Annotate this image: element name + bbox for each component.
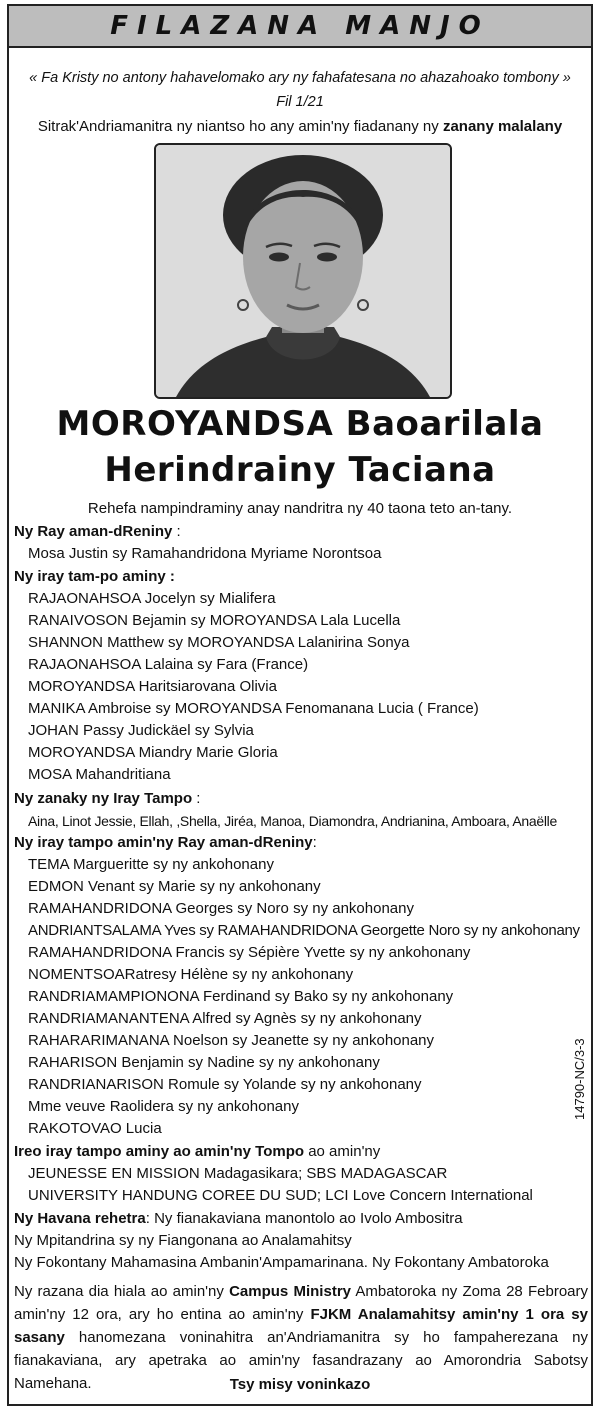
portrait-photo xyxy=(154,143,452,399)
funeral-bold-1: Campus Ministry xyxy=(229,1283,351,1300)
relatives-suffix: : xyxy=(312,834,317,851)
announcement-bold: zanany malalany xyxy=(442,118,563,135)
nephews-suffix: : xyxy=(192,790,201,807)
list-item: RAKOTOVAO Lucia xyxy=(28,1120,162,1137)
nephews-heading: Ny zanaky ny Iray Tampo xyxy=(14,790,193,807)
list-item: RANDRIANARISON Romule sy Yolande sy ny ankohonany xyxy=(28,1076,422,1093)
list-item: TEMA Margueritte sy ny ankohonany xyxy=(28,856,274,873)
community-line: Ny Mpitandrina sy ny Fiangonana ao Analamahitsy xyxy=(14,1232,352,1249)
list-item: Mme veuve Raolidera sy ny ankohonany xyxy=(28,1098,299,1115)
siblings-heading-line xyxy=(14,568,175,586)
list-item: RAMAHANDRIDONA Georges sy Noro sy ny ankohonany xyxy=(28,900,414,917)
parents-heading: Ny Ray aman-dReniny xyxy=(14,523,173,540)
bible-quote: « Fa Kristy no antony hahavelomako ary ny fahafatesana no ahazahoako tombony » xyxy=(29,70,571,86)
announcement-text: Sitrak'Andriamanitra ny niantso ho any amin'ny fiadanany ny xyxy=(37,118,443,135)
siblings-suffix: : xyxy=(165,568,175,585)
list-item: Aina, Linot Jessie, Ellah, ,Shella, Jiréa, Manoa, Diamondra, Andrianina, Amboara, Anaëlle xyxy=(28,813,557,829)
list-item: JOHAN Passy Judickäel sy Sylvia xyxy=(28,722,254,739)
list-item: RAHARARIMANANA Noelson sy Jeanette sy ny ankohonany xyxy=(28,1032,435,1049)
funeral-text-1: Ny razana dia hiala ao amin'ny xyxy=(14,1283,230,1300)
list-item: NOMENTSOARatresy Hélène sy ny ankohonany xyxy=(28,966,354,983)
funeral-text-2: Ambatoroka ny Zoma 28 Febroary amin'ny 12 ora, ary ho entina ao amin'ny xyxy=(14,1283,588,1323)
community-heading: Ny Havana rehetra xyxy=(14,1210,146,1227)
spiritual-heading-line xyxy=(14,1143,380,1161)
list-item: MOROYANDSA Miandry Marie Gloria xyxy=(28,744,278,761)
relatives-heading: Ny iray tampo amin'ny Ray aman-dReniny xyxy=(14,834,313,851)
relatives-heading-line xyxy=(14,834,317,852)
list-item: RAMAHANDRIDONA Francis sy Sépière Yvette sy ny ankohonany xyxy=(28,944,471,961)
verse-reference: Fil 1/21 xyxy=(276,94,324,110)
list-item: RAJAONAHSOA Lalaina sy Fara (France) xyxy=(28,656,309,673)
nephews-heading-line xyxy=(14,790,200,808)
spiritual-heading: Ireo iray tampo aminy ao amin'ny Tompo xyxy=(14,1143,305,1160)
header-banner xyxy=(7,4,593,48)
side-reference: 14790-NC/3-3 xyxy=(572,1038,587,1120)
funeral-text-3: hanomezana voninahitra an'Andriamanitra sy ho fampaherezana ny fianakaviana, ary apetraka ao amin'ny fasandrazany ao Amorondria Sabotsy Namehana. xyxy=(14,1329,588,1392)
siblings-heading: Ny iray tam-po aminy xyxy=(14,568,166,585)
list-item: MOROYANDSA Haritsiarovana Olivia xyxy=(28,678,277,695)
closing-note: Tsy misy voninkazo xyxy=(229,1376,371,1393)
list-item: SHANNON Matthew sy MOROYANDSA Lalanirina Sonya xyxy=(28,634,410,651)
list-item: EDMON Venant sy Marie sy ny ankohonany xyxy=(28,878,321,895)
community-line: Ny Fokontany Mahamasina Ambanin'Ampamarinana. Ny Fokontany Ambatoroka xyxy=(14,1254,549,1271)
intro-text: Rehefa nampindraminy anay nandritra ny 40 taona teto an-tany. xyxy=(87,500,513,517)
list-item: JEUNESSE EN MISSION Madagasikara; SBS MADAGASCAR xyxy=(28,1165,448,1182)
deceased-name-line2: Herindrainy Taciana xyxy=(104,450,496,490)
spiritual-suffix: ao amin'ny xyxy=(304,1143,381,1160)
funeral-bold-2: FJKM Analamahitsy amin'ny 1 ora sy sasany xyxy=(14,1306,588,1346)
list-item: Mosa Justin sy Ramahandridona Myriame Norontsoa xyxy=(28,545,382,562)
list-item: UNIVERSITY HANDUNG COREE DU SUD; LCI Love Concern International xyxy=(28,1187,533,1204)
deceased-name-line1: MOROYANDSA Baoarilala xyxy=(56,404,544,444)
list-item: RAJAONAHSOA Jocelyn sy Mialifera xyxy=(28,590,276,607)
header-title: FILAZANA MANJO xyxy=(110,11,490,41)
list-item: MANIKA Ambroise sy MOROYANDSA Fenomanana Lucia ( France) xyxy=(28,700,479,717)
announcement-line xyxy=(10,118,590,135)
list-item: RANDRIAMAMPIONONA Ferdinand sy Bako sy ny ankohonany xyxy=(28,988,454,1005)
parents-suffix: : xyxy=(172,523,181,540)
list-item: MOSA Mahandritiana xyxy=(28,766,171,783)
community-heading-line xyxy=(14,1210,463,1228)
list-item: RANDRIAMANANTENA Alfred sy Agnès sy ny ankohonany xyxy=(28,1010,422,1027)
community-rest: : Ny fianakaviana manontolo ao Ivolo Ambositra xyxy=(145,1210,463,1227)
list-item: ANDRIANTSALAMA Yves sy RAMAHANDRIDONA Georgette Noro sy ny ankohonany xyxy=(28,922,580,939)
parents-heading-line xyxy=(14,523,181,541)
portrait-illustration xyxy=(156,145,450,397)
list-item: RAHARISON Benjamin sy Nadine sy ny ankohonany xyxy=(28,1054,380,1071)
list-item: RANAIVOSON Bejamin sy MOROYANDSA Lala Lucella xyxy=(28,612,401,629)
